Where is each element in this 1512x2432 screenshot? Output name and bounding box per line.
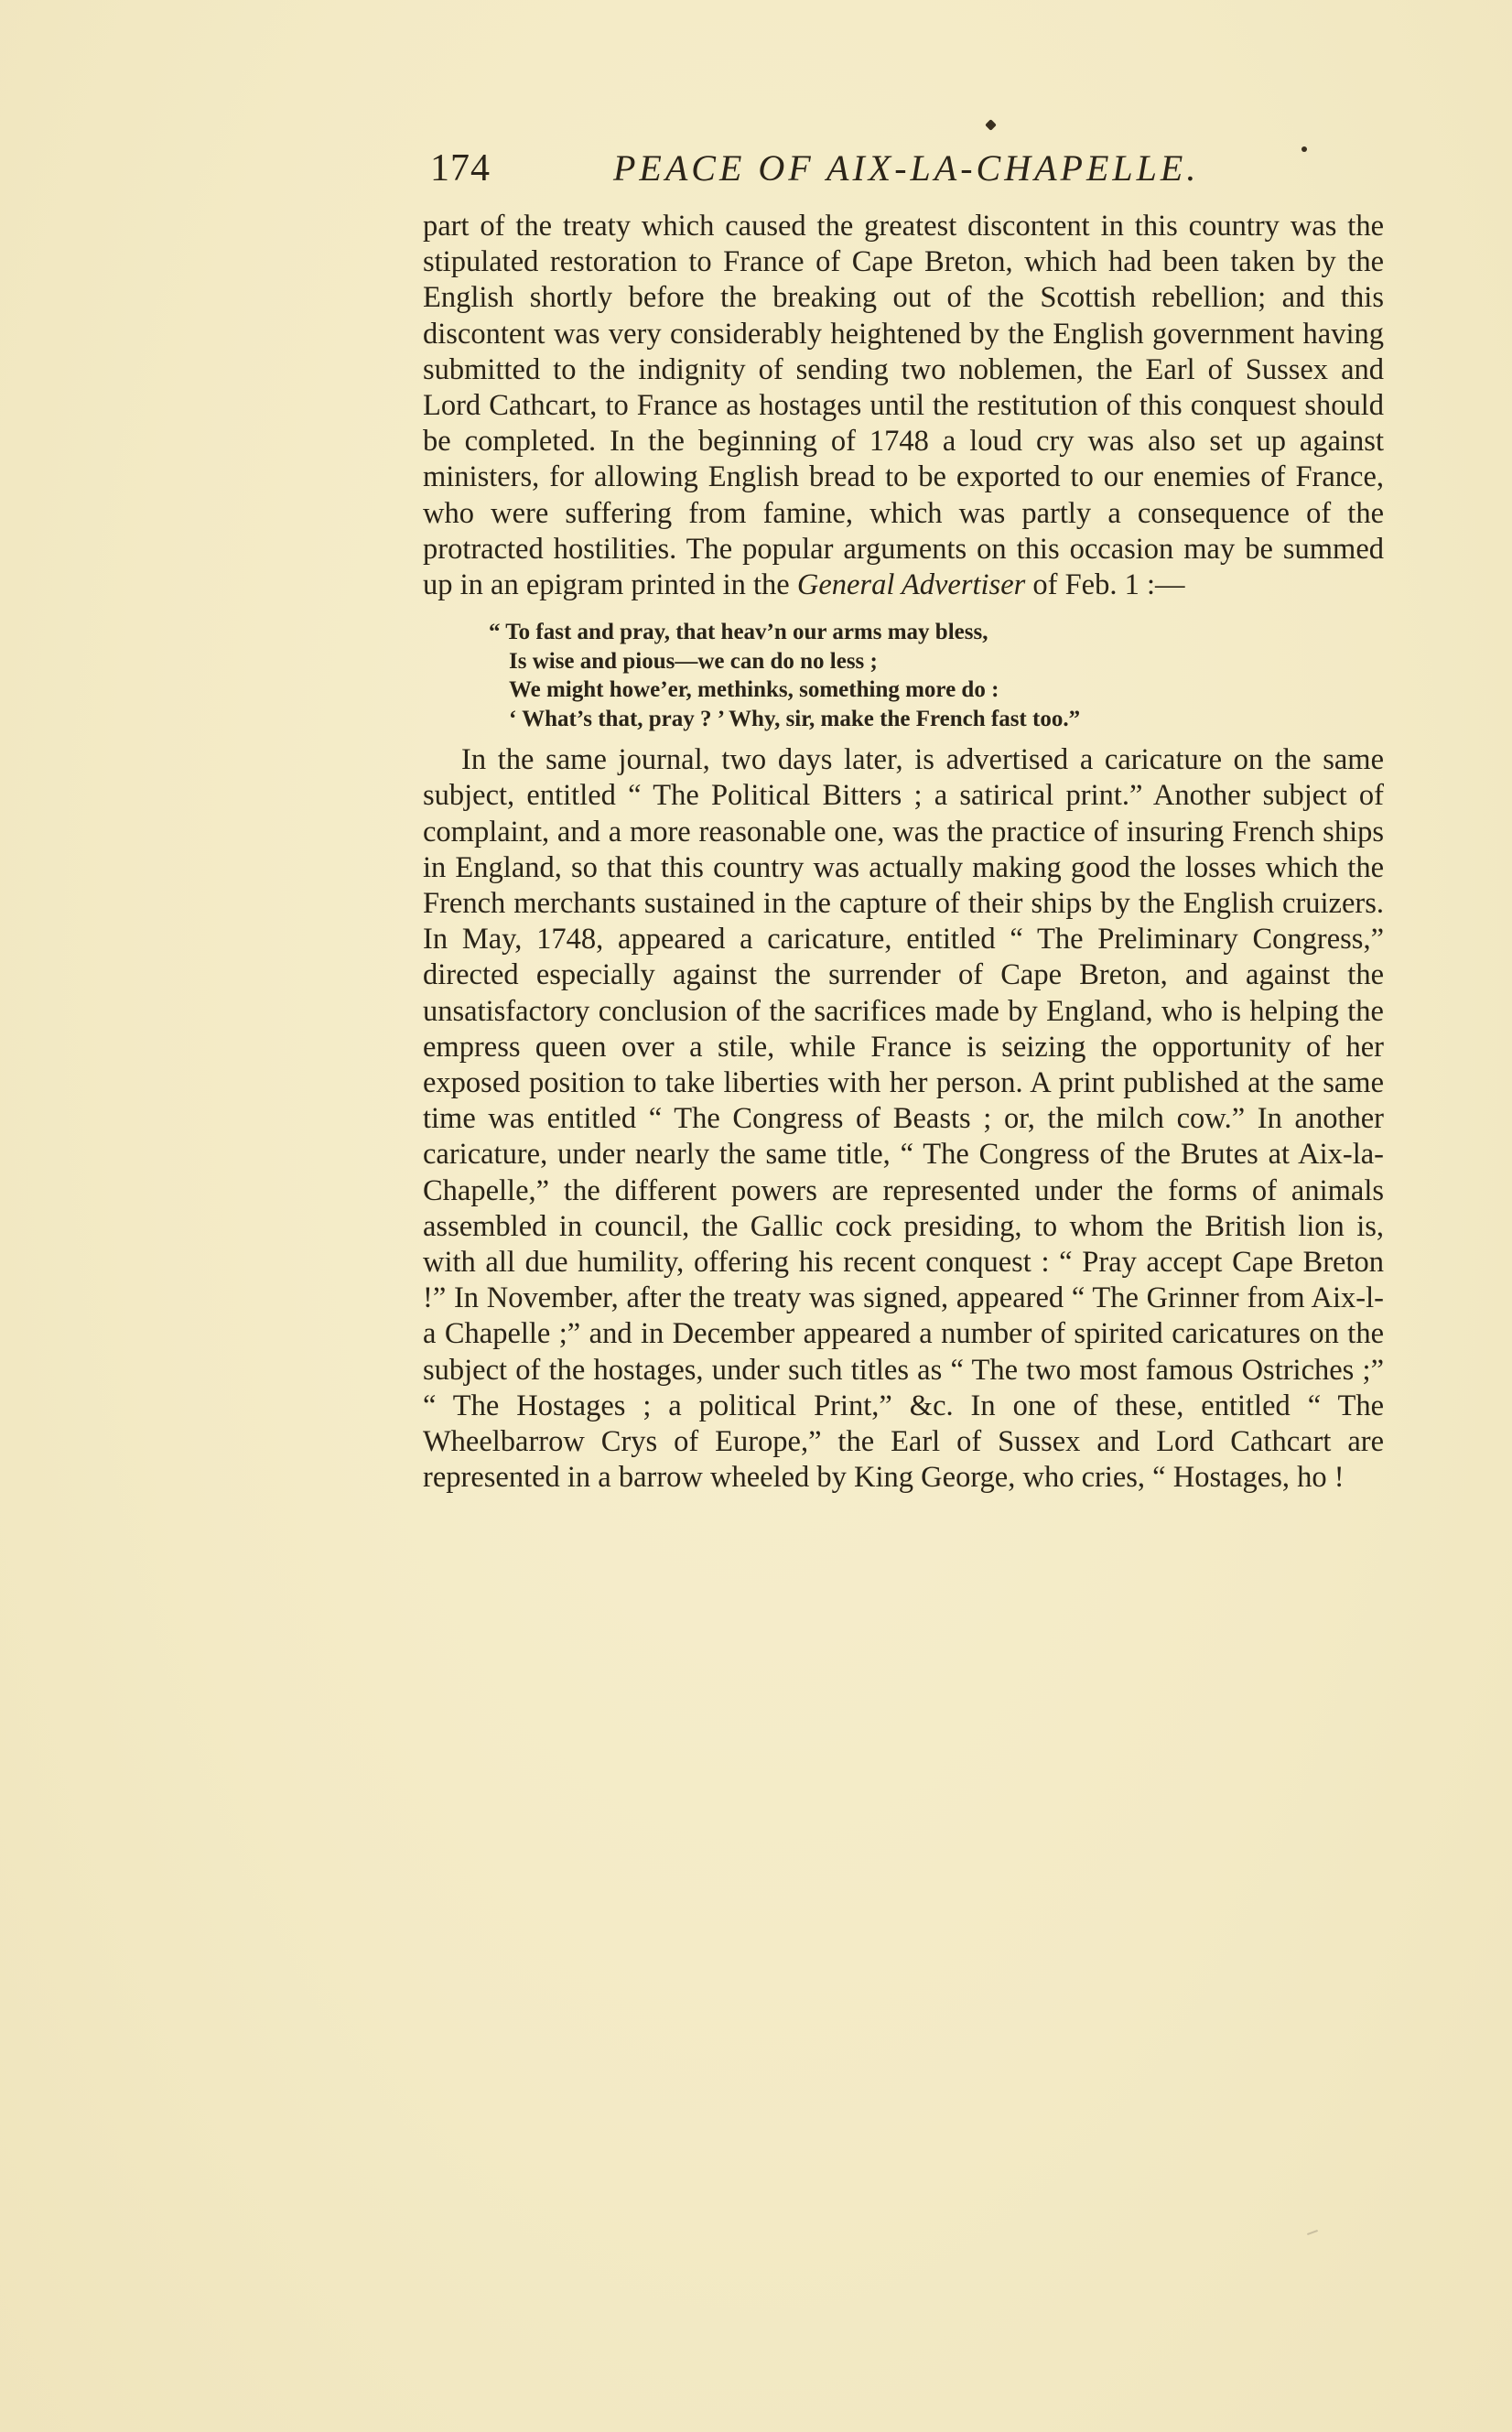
page-header	[430, 146, 1391, 201]
paragraph-text-end: of Feb. 1 :—	[1025, 568, 1185, 602]
running-title: PEACE OF AIX-LA-CHAPELLE.	[613, 147, 1200, 189]
paragraph: In the same journal, two days later, is advertised a caricature on the same subject, entitled “ The Political Bitters ; a satirical print.” Another subject of complaint, and a more reasonable one, was the practice of insuring French ships in England, so that this country was actually making good the losses which the French merchants sustained in the capture of their ships by the English cruizers. In May, 1748, appeared a caricature, entitled “ The Preliminary Congress,” directed especially against the surrender of Cape Breton, and against the unsatisfactory conclusion of the sacrifices made by England, who is helping the empress queen over a stile, while France is seizing the opportunity of her exposed position to take liberties with her person. A print published at the same time was entitled “ The Congress of Beasts ; or, the milch cow.” In another caricature, under nearly the same title, “ The Congress of the Brutes at Aix-la-Chapelle,” the different powers are represented under the forms of animals assembled in council, the Gallic cock presiding, to whom the British lion is, with all due humility, offering his recent conquest : “ Pray accept Cape Breton !” In November, after the treaty was signed, appeared “ The Grinner from Aix-l-a Chapelle ;” and in December appeared a number of spirited caricatures on the subject of the hostages, under such titles as “ The two most famous Ostriches ;” “ The Hostages ; a political Print,” &c. In one of these, entitled “ The Wheelbarrow Crys of Europe,” the Earl of Sussex and Lord Cathcart are represented in a barrow wheeled by King George, who cries, “ Hostages, ho !	[423, 743, 1384, 1495]
page-number: 174	[430, 147, 491, 189]
page-body	[423, 209, 1384, 1497]
epigram-line: ‘ What’s that, pray ? ’ Why, sir, make the French fast too.”	[509, 706, 1081, 731]
publication-title: General Advertiser	[796, 568, 1026, 602]
print-mark-top	[985, 119, 997, 131]
epigram-line: We might howe’er, methinks, something more do :	[509, 677, 999, 703]
epigram-block	[489, 618, 1384, 733]
epigram-line: “ To fast and pray, that heav’n our arms may bless,	[489, 620, 988, 645]
paragraph-text: part of the treaty which caused the greatest discontent in this country was the stipulated restoration to France of Cape Breton, which had been taken by the English shortly before the breaking out of the Scottish rebellion; and this discontent was very considerably heightened by the English government having submitted to the indignity of sending two noblemen, the Earl of Sussex and Lord Cathcart, to France as hostages until the restitution of this conquest should be completed. In the beginning of 1748 a loud cry was also set up against ministers, for allowing English bread to be exported to our enemies of France, who were suffering from famine, which was partly a consequence of the protracted hostilities. The popular arguments on this occasion may be summed up in an epigram printed in the	[423, 210, 1384, 602]
paper-speck	[1307, 2230, 1318, 2235]
paragraph-continued	[423, 209, 1384, 603]
epigram-line: Is wise and pious—we can do no less ;	[509, 648, 878, 674]
